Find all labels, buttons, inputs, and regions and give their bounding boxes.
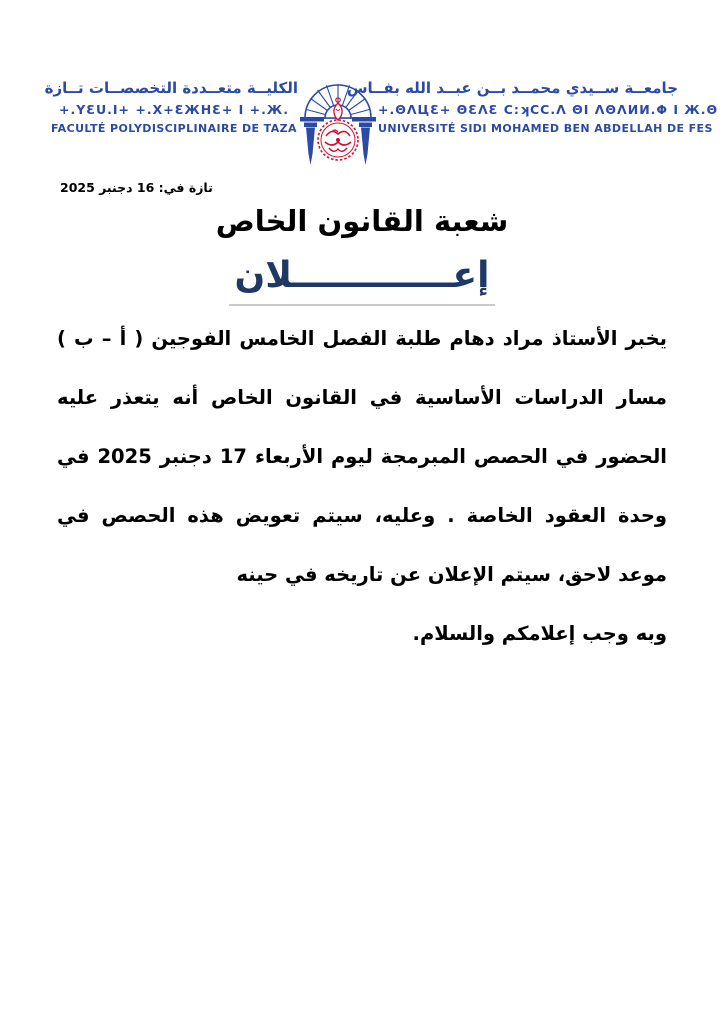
body-line: يخبر الأستاذ مراد دهام طلبة الفصل الخامس الفوجين ( أ – ب ) xyxy=(57,327,667,350)
announcement-title: إعـــــــــــــلان xyxy=(229,252,496,306)
university-name-french: UNIVERSITÉ SIDI MOHAMED BEN ABDELLAH DE FES xyxy=(378,122,713,135)
faculty-name-tifinagh: +.YƐU.I+ +.X+ƐЖHƐ+ I +.Ж. xyxy=(59,102,289,117)
date-line: تازة في: 16 دجنبر 2025 xyxy=(60,180,213,195)
university-name-tifinagh: +.ΘΛЦƐ+ ΘƐΛƐ C:ʞCC.Λ ΘΙ ΛΘΛИИ.Φ I Ж.Θ xyxy=(378,102,719,117)
university-block xyxy=(346,76,719,138)
announcement-title-wrap xyxy=(0,252,724,306)
body-line: موعد لاحق، سيتم الإعلان عن تاريخه في حينه xyxy=(236,563,667,586)
faculty-name-arabic: الكليــة متعــددة التخصصــات تــازة xyxy=(44,79,298,97)
university-name-arabic: جامعــة ســيدي محمــد بــن عبــد الله بفــاس xyxy=(346,79,678,97)
body-line: الحضور في الحصص المبرمجة ليوم الأربعاء 17 دجنبر 2025 في xyxy=(57,445,667,468)
announcement-body xyxy=(57,316,667,670)
faculty-block xyxy=(44,76,298,138)
letterhead xyxy=(44,76,719,175)
body-line: مسار الدراسات الأساسية في القانون الخاص أنه يتعذر عليه xyxy=(57,386,667,409)
body-line: وحدة العقود الخاصة . وعليه، سيتم تعويض هذه الحصص في xyxy=(57,504,667,527)
department-title: شعبة القانون الخاص xyxy=(215,204,509,238)
body-line: وبه وجب إعلامكم والسلام. xyxy=(412,622,667,645)
faculty-name-french: FACULTÉ POLYDISCIPLINAIRE DE TAZA xyxy=(51,122,297,135)
